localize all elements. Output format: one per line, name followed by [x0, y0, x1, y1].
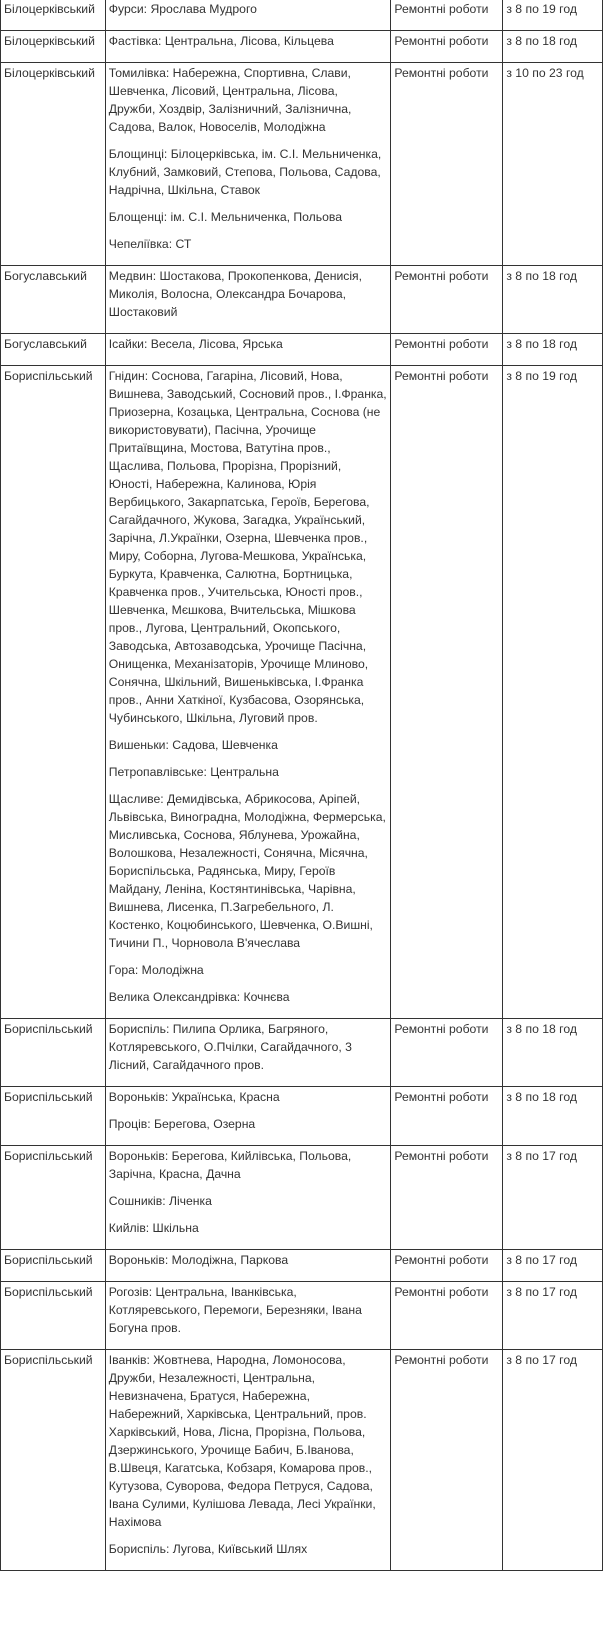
work-type-cell: Ремонтні роботи: [391, 31, 503, 63]
district-cell: Бориспільський: [1, 1250, 106, 1282]
streets-cell: [105, 1250, 391, 1282]
district-cell: Білоцерківський: [1, 63, 106, 266]
time-cell: з 8 по 18 год: [503, 31, 603, 63]
streets-cell: [105, 366, 391, 1019]
settlement-streets-entry: Ісайки: Весела, Лісова, Ярська: [108, 337, 283, 351]
settlement-streets-entry: Бориспіль: Лугова, Київський Шлях: [108, 1542, 308, 1556]
settlement-streets-entry: Бориспіль: Пилипа Орлика, Багряного, Котляревського, О.Пчілки, Сагайдачного, 3 Лісний, Сагайдачного пров.: [108, 1022, 352, 1072]
settlement-streets-entry: Томилівка: Набережна, Спортивна, Слави, Шевченка, Лісовий, Центральна, Лісова, Дружби, Хоздвір, Залізничний, Залізнична, Садова, Валок, Новоселів, Молодіжна: [108, 66, 352, 134]
table-row: [1, 31, 603, 63]
settlement-streets-entry: Блощинці: Білоцерківська, ім. С.І. Мельниченка, Клубний, Замковий, Степова, Польова, Садова, Надрічна, Шкільна, Ставок: [108, 147, 382, 197]
settlement-streets-entry: Вороньків: Берегова, Кийлівська, Польова, Зарічна, Красна, Дачна: [108, 1149, 352, 1181]
district-cell: Бориспільський: [1, 1350, 106, 1571]
table-row: [1, 1146, 603, 1250]
time-cell: з 8 по 17 год: [503, 1146, 603, 1250]
time-cell: з 8 по 18 год: [503, 1087, 603, 1146]
settlement-streets-entry: Кийлів: Шкільна: [108, 1221, 199, 1235]
streets-cell: [105, 1019, 391, 1087]
settlement-streets-entry: Блощенці: ім. С.І. Мельниченка, Польова: [108, 210, 343, 224]
settlement-streets-entry: Медвин: Шостакова, Прокопенкова, Денисія, Миколія, Волосна, Олександра Бочарова, Шостаковий: [108, 269, 363, 319]
work-type-cell: Ремонтні роботи: [391, 63, 503, 266]
work-type-cell: Ремонтні роботи: [391, 1146, 503, 1250]
table-row: [1, 1282, 603, 1350]
work-type-cell: Ремонтні роботи: [391, 1350, 503, 1571]
work-type-cell: Ремонтні роботи: [391, 0, 503, 31]
work-type-cell: Ремонтні роботи: [391, 1250, 503, 1282]
streets-cell: [105, 0, 391, 31]
streets-cell: [105, 266, 391, 334]
time-cell: з 10 по 23 год: [503, 63, 603, 266]
settlement-streets-entry: Вороньків: Молодіжна, Паркова: [108, 1253, 289, 1267]
district-cell: Богуславський: [1, 334, 106, 366]
time-cell: з 8 по 17 год: [503, 1350, 603, 1571]
work-type-cell: Ремонтні роботи: [391, 334, 503, 366]
district-cell: Бориспільський: [1, 1019, 106, 1087]
time-cell: з 8 по 18 год: [503, 334, 603, 366]
time-cell: з 8 по 19 год: [503, 0, 603, 31]
settlement-streets-entry: Іванків: Жовтнева, Народна, Ломоносова, Дружби, Незалежності, Центральна, Невизначена, Братуся, Набережна, Набережний, Харківська, Центральний, пров. Харківський, Нова, Лісна, Прорізна, Польова, Дзержинського, Урочище Бабич, Б.Іванова, В.Швеця, Кагатська, Кобзаря, Комарова пров., Кутузова, Суворова, Федора Петруся, Садова, Івана Сулими, Кулішова Левада, Лесі Українки, Нахімова: [108, 1353, 376, 1529]
table-row: [1, 1087, 603, 1146]
settlement-streets-entry: Петропавлівське: Центральна: [108, 765, 279, 779]
settlement-streets-entry: Вишеньки: Садова, Шевченка: [108, 738, 278, 752]
streets-cell: [105, 1146, 391, 1250]
district-cell: Білоцерківський: [1, 0, 106, 31]
time-cell: з 8 по 19 год: [503, 366, 603, 1019]
time-cell: з 8 по 17 год: [503, 1250, 603, 1282]
work-type-cell: Ремонтні роботи: [391, 1282, 503, 1350]
table-row: [1, 1350, 603, 1571]
settlement-streets-entry: Сошників: Ліченка: [108, 1194, 212, 1208]
district-cell: Богуславський: [1, 266, 106, 334]
district-cell: Бориспільський: [1, 1282, 106, 1350]
district-cell: Бориспільський: [1, 1146, 106, 1250]
table-row: [1, 1250, 603, 1282]
outage-table-body: [1, 0, 603, 1571]
streets-cell: [105, 31, 391, 63]
settlement-streets-entry: Чепеліївка: СТ: [108, 237, 192, 251]
settlement-streets-entry: Рогозів: Центральна, Іванківська, Котляревського, Перемоги, Березняки, Івана Богуна пров.: [108, 1285, 362, 1335]
district-cell: Білоцерківський: [1, 31, 106, 63]
work-type-cell: Ремонтні роботи: [391, 366, 503, 1019]
settlement-streets-entry: Фастівка: Центральна, Лісова, Кільцева: [108, 34, 334, 48]
time-cell: з 8 по 17 год: [503, 1282, 603, 1350]
work-type-cell: Ремонтні роботи: [391, 1019, 503, 1087]
settlement-streets-entry: Проців: Берегова, Озерна: [108, 1117, 256, 1131]
district-cell: Бориспільський: [1, 366, 106, 1019]
work-type-cell: Ремонтні роботи: [391, 266, 503, 334]
settlement-streets-entry: Фурси: Ярослава Мудрого: [108, 2, 257, 16]
table-row: [1, 1019, 603, 1087]
work-type-cell: Ремонтні роботи: [391, 1087, 503, 1146]
table-row: [1, 334, 603, 366]
streets-cell: [105, 1282, 391, 1350]
streets-cell: [105, 63, 391, 266]
table-row: [1, 366, 603, 1019]
time-cell: з 8 по 18 год: [503, 1019, 603, 1087]
time-cell: з 8 по 18 год: [503, 266, 603, 334]
table-row: [1, 63, 603, 266]
settlement-streets-entry: Гнідин: Соснова, Гагаріна, Лісовий, Нова, Вишнева, Заводський, Сосновий пров., І.Франка, Приозерна, Козацька, Центральна, Соснова (не використовувати), Пасічна, Урочище Притаївщина, Мостова, Ватутіна пров., Щаслива, Польова, Прорізна, Прорізний, Юності, Набережна, Калинова, Юрія Вербицького, Закарпатська, Героїв, Берегова, Сагайдачного, Жукова, Загадка, Український, Зарічна, Л.Українки, Озерна, Шевченка пров., Миру, Соборна, Лугова-Мешкова, Українська, Буркута, Кравченка, Салютна, Бортницька, Кравченка пров., Учительська, Юності пров., Шевченка, Мєшкова, Вчительська, Мішкова пров., Лугова, Центральний, Окопського, Заводська, Автозаводська, Урочище Пасічна, Онищенка, Механізаторів, Урочище Млиново, Сонячна, Шкільний, Вишеньківська, І.Франка пров., Анни Хаткіної, Кузбасова, Озорянська, Чубинського, Шкільна, Луговий пров.: [108, 369, 387, 725]
table-row: [1, 0, 603, 31]
streets-cell: [105, 334, 391, 366]
settlement-streets-entry: Щасливе: Демидівська, Абрикосова, Аріпей, Львівська, Виноградна, Молодіжна, Фермерська, Мисливська, Соснова, Яблунева, Урожайна, Волошкова, Незалежності, Сонячна, Місячна, Бориспільська, Радянська, Миру, Героїв Майдану, Леніна, Костянтинівська, Чарівна, Вишнева, Лисенка, П.Загребельного, Л. Костенко, Коцюбинського, Шевченка, О.Вишні, Тичини П., Чорновола В'ячеслава: [108, 792, 386, 950]
settlement-streets-entry: Гора: Молодіжна: [108, 963, 204, 977]
streets-cell: [105, 1350, 391, 1571]
settlement-streets-entry: Вороньків: Українська, Красна: [108, 1090, 280, 1104]
district-cell: Бориспільський: [1, 1087, 106, 1146]
table-row: [1, 266, 603, 334]
streets-cell: [105, 1087, 391, 1146]
settlement-streets-entry: Велика Олександрівка: Кочнєва: [108, 990, 290, 1004]
